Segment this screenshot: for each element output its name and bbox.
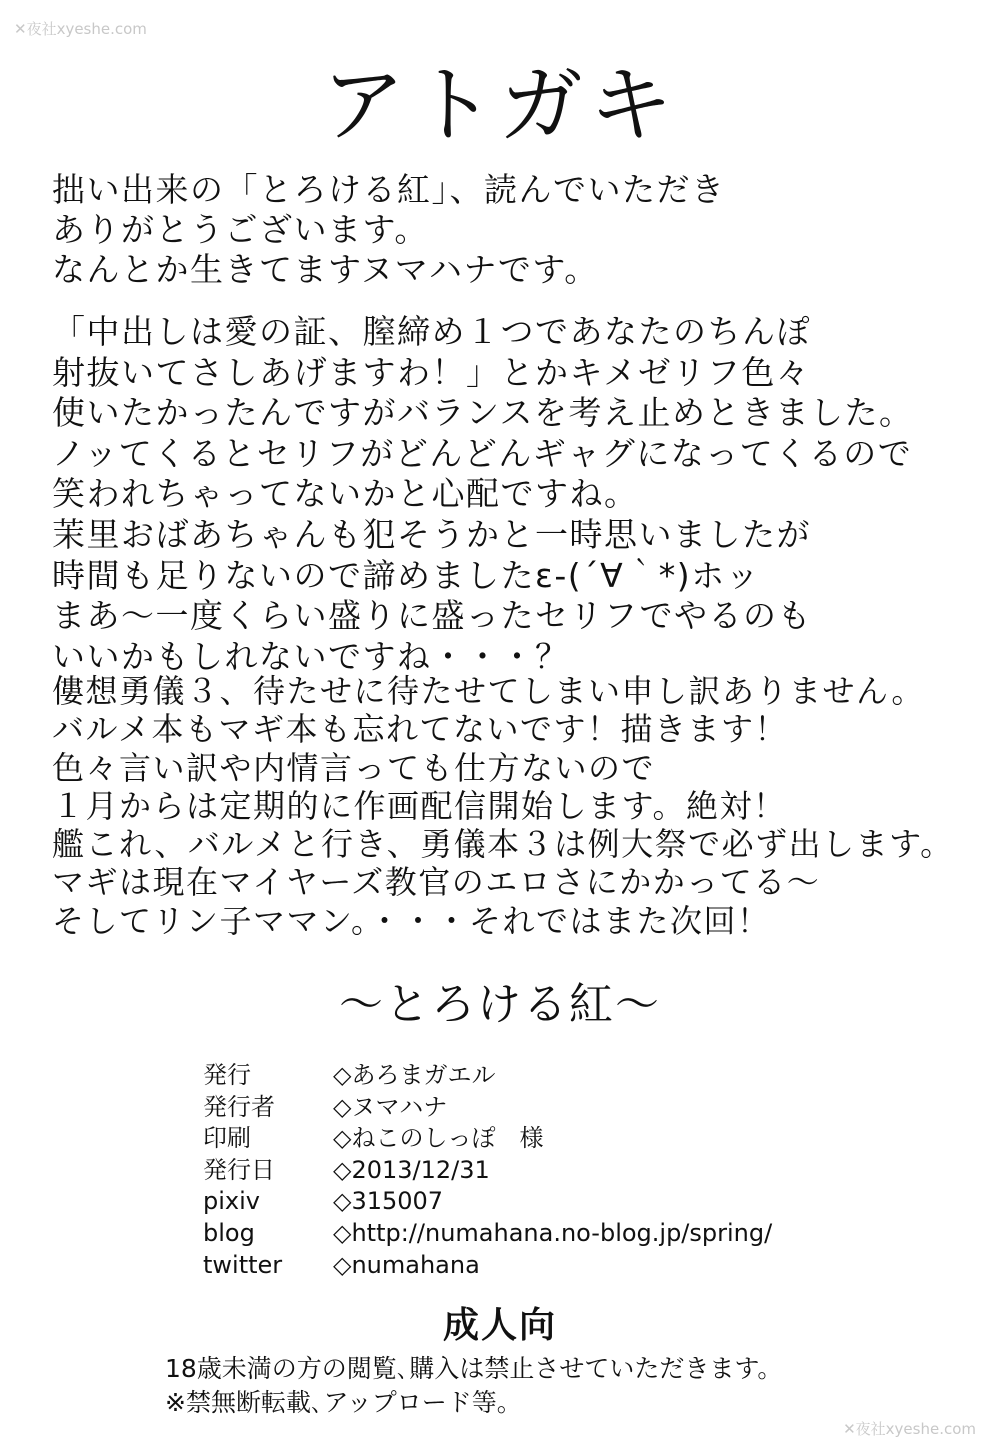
adult-label: 成人向 bbox=[442, 1305, 557, 1346]
colophon-label: 印刷 bbox=[203, 1124, 251, 1153]
text-line: なんとか生きてますヌマハナです。 bbox=[52, 250, 599, 289]
colophon-label: 発行 bbox=[203, 1061, 251, 1089]
colophon-value: ◇http://numahana.no-blog.jp/spring/ bbox=[333, 1218, 773, 1247]
colophon-value: ◇2013/12/31 bbox=[333, 1155, 490, 1184]
colophon-value: ◇ヌマハナ bbox=[333, 1092, 448, 1121]
text-line: 射抜いてさしあげますわ！」とかキメゼリフ色々 bbox=[52, 352, 811, 392]
text-line: 拙い出来の「とろける紅」、読んでいただき bbox=[52, 170, 726, 209]
text-line: ありがとうございます。 bbox=[52, 210, 429, 249]
text-line: 艦これ、バルメと行き、勇儀本３は例大祭で必ず出します。 bbox=[52, 825, 954, 864]
book-title: ～とろける紅～ bbox=[339, 979, 661, 1030]
text-line: 僂想勇儀３、待たせに待たせてしまい申し訳ありません。 bbox=[52, 672, 925, 710]
colophon-row bbox=[203, 1060, 772, 1092]
colophon-label: twitter bbox=[203, 1250, 283, 1279]
notice bbox=[165, 1352, 782, 1420]
colophon-value: ◇numahana bbox=[333, 1250, 480, 1279]
paragraph-3 bbox=[52, 672, 954, 940]
text-line: ノッてくるとセリフがどんどんギャグになってくるので bbox=[52, 433, 913, 473]
colophon-value: ◇315007 bbox=[333, 1187, 444, 1216]
text-line: いいかもしれないですね・・・？ bbox=[52, 636, 570, 676]
text-line: 茉里おばあちゃんも犯そうかと一時思いましたが bbox=[52, 514, 811, 554]
colophon-row bbox=[203, 1155, 772, 1187]
text-line: 「中出しは愛の証、膣締め１つであなたのちんぽ bbox=[52, 312, 811, 351]
notice-line: ※禁無断転載､アップロード等。 bbox=[165, 1388, 522, 1417]
colophon-label: 発行者 bbox=[203, 1092, 275, 1121]
colophon-row bbox=[203, 1250, 772, 1282]
colophon-value: ◇あろまガエル bbox=[333, 1061, 496, 1089]
text-line: 時間も足りないので諦めましたε-(´∀｀*)ホッ bbox=[52, 555, 761, 595]
colophon-row bbox=[203, 1092, 772, 1124]
text-line: 使いたかったんですがバランスを考え止めときました。 bbox=[52, 393, 914, 433]
colophon-row bbox=[203, 1123, 772, 1155]
colophon-row bbox=[203, 1186, 772, 1218]
notice-line: 18歳未満の方の閲覧､購入は禁止させていただきます。 bbox=[165, 1354, 783, 1383]
afterword-heading: アトガキ bbox=[321, 56, 679, 154]
watermark-top: ✕夜社xyeshe.com bbox=[14, 20, 147, 38]
text-line: そしてリン子ママン。・・・それではまた次回！ bbox=[52, 901, 771, 940]
text-line: バルメ本もマギ本も忘れてないです！描きます！ bbox=[52, 710, 789, 749]
text-line: １月からは定期的に作画配信開始します。絶対！ bbox=[52, 786, 787, 825]
colophon-label: pixiv bbox=[203, 1187, 260, 1216]
watermark-bottom: ✕夜社xyeshe.com bbox=[843, 1420, 976, 1438]
text-line: マギは現在マイヤーズ教官のエロさにかかってる～ bbox=[52, 863, 821, 902]
paragraph-1 bbox=[52, 170, 726, 290]
colophon-row bbox=[203, 1218, 772, 1250]
text-line: 笑われちゃってないかと心配ですね。 bbox=[52, 474, 639, 514]
colophon-value: ◇ねこのしっぽ 様 bbox=[333, 1124, 544, 1153]
colophon-label: 発行日 bbox=[203, 1155, 275, 1184]
text-line: 色々言い訳や内情言っても仕方ないので bbox=[52, 748, 656, 787]
colophon bbox=[203, 1060, 772, 1281]
colophon-label: blog bbox=[203, 1218, 255, 1247]
paragraph-2 bbox=[52, 312, 914, 677]
text-line: まあ～一度くらい盛りに盛ったセリフでやるのも bbox=[52, 596, 812, 636]
